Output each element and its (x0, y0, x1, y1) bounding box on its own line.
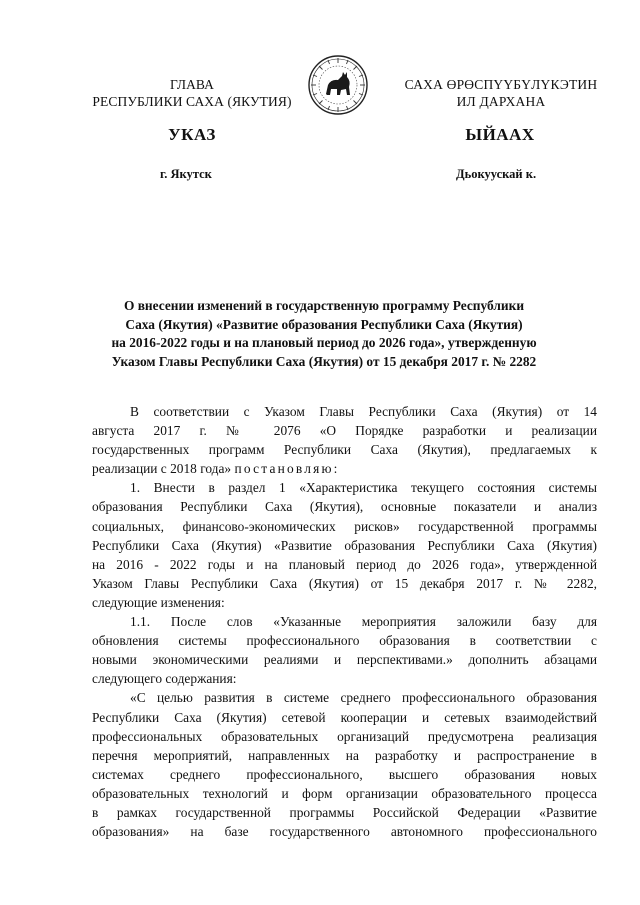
document-body (92, 402, 597, 841)
body-text: реализации с 2018 года» (92, 461, 232, 477)
document-type-sakha: ЫЙААХ (465, 125, 535, 144)
coat-of-arms-emblem (307, 54, 369, 116)
body-line: 1.1. После слов «Указанные мероприятия заложили базу для (130, 614, 597, 630)
body-line: новыми экономическими реалиями и перспективами.» дополнить абзацами (92, 652, 597, 668)
decree-word: постановляю: (234, 461, 340, 477)
issuer-title-sakha: ИЛ ДАРХАНА (456, 94, 546, 109)
body-line: социальных, финансово-экономических рисков» государственной программы (92, 518, 597, 534)
issuer-title: ГЛАВА (169, 77, 215, 92)
body-line: августа 2017 г. № 2076 «О Порядке разработки и реализации (92, 423, 597, 439)
body-line: 1. Внести в раздел 1 «Характеристика текущего состояния системы (130, 480, 597, 496)
issuer-header-sakha (390, 76, 612, 110)
heading-line: на 2016-2022 годы и на плановый период до 2026 года», утвержденную (111, 335, 537, 350)
heading-line: Саха (Якутия) «Развитие образования Республики Саха (Якутия) (125, 316, 523, 332)
body-line: в рамках государственной программы Российской Федерации «Развитие (92, 804, 597, 820)
body-line (92, 459, 597, 478)
body-line: обновления системы профессионального образования в соответствии с (92, 633, 597, 649)
body-line: Указом Главы Республики Саха (Якутия) от 15 декабря 2017 г. № 2282, (92, 575, 597, 591)
issuer-region: РЕСПУБЛИКИ САХА (ЯКУТИЯ) (92, 94, 292, 109)
document-heading (80, 297, 568, 371)
body-line: следующие изменения: (92, 594, 225, 610)
issuer-header-russian (83, 76, 301, 110)
body-line: следующего содержания: (92, 671, 237, 687)
body-line: «С целью развития в системе среднего профессионального образования (130, 690, 597, 706)
body-line: образовательных технологий и форм организации образовательного процесса (92, 785, 597, 801)
body-line: образования» на базе государственного автономного профессионального (92, 824, 597, 840)
body-line: профессиональных образовательных организаций предусмотрена реализация (92, 728, 597, 744)
body-line: системах среднего профессионального, высшего образования новых (92, 766, 597, 782)
body-line: Республики Саха (Якутия) сетевой кооперации и сетевых взаимодействий (92, 709, 597, 725)
body-line: государственных программ Республики Саха (Якутия), предлагаемых к (92, 442, 597, 458)
place-sakha: Дьокуускай к. (456, 167, 537, 181)
body-line: Республики Саха (Якутия) «Развитие образования Республики Саха (Якутия) (92, 537, 597, 553)
body-line: перечня мероприятий, направленных на разработку и распространение в (92, 747, 597, 763)
body-line: В соответствии с Указом Главы Республики Саха (Якутия) от 14 (130, 404, 597, 419)
document-type-russian: УКАЗ (168, 125, 216, 144)
heading-line: О внесении изменений в государственную программу Республики (123, 298, 525, 313)
heading-line: Указом Главы Республики Саха (Якутия) от 15 декабря 2017 г. № 2282 (111, 353, 537, 369)
body-line: образования Республики Саха (Якутия), основные показатели и анализ (92, 499, 597, 515)
place-russian: г. Якутск (160, 167, 212, 181)
body-line: на 2016 - 2022 годы и на плановый период до 2026 года», утвержденной (92, 556, 597, 572)
issuer-region-sakha: САХА ӨРӨСПҮҮБҮЛҮКЭТИН (404, 77, 598, 92)
